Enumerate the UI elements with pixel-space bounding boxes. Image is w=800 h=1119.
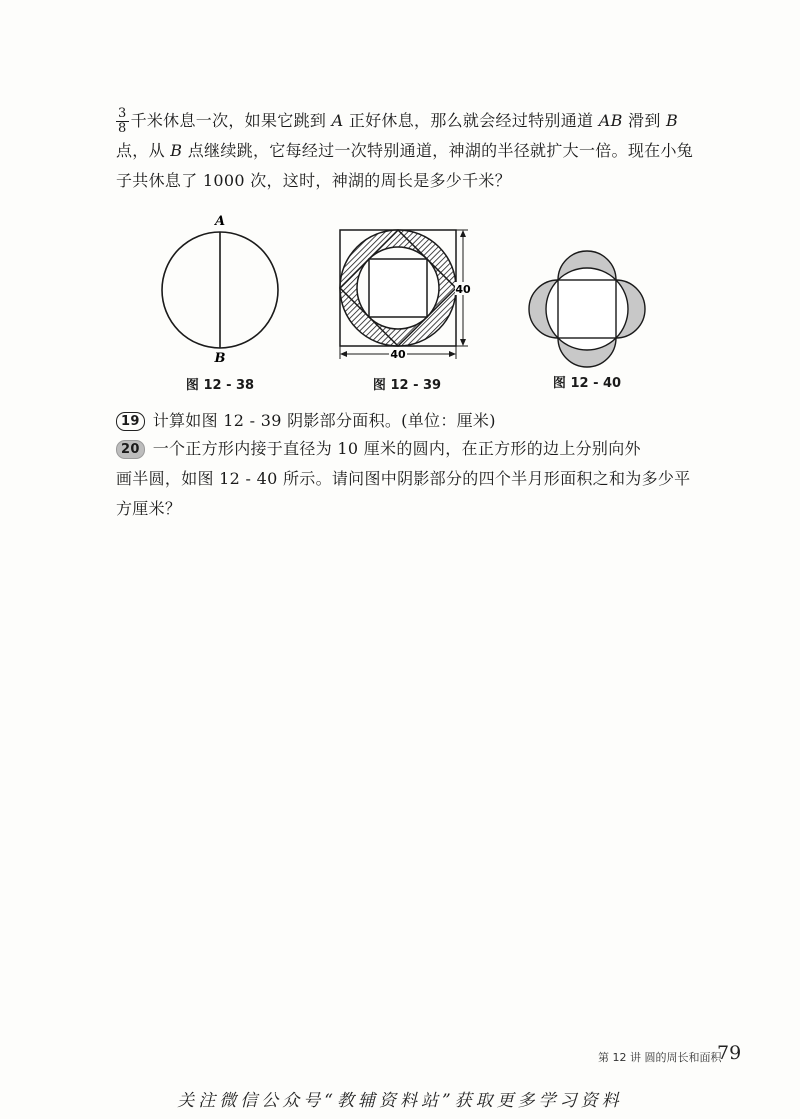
question-20-line-3: 方厘米？: [116, 499, 182, 518]
caption-12-40: 图 12 - 40: [552, 376, 622, 391]
label-a: A: [214, 214, 226, 229]
question-20: [116, 434, 696, 524]
question-20-line-1-text: 一个正方形内接于直径为 10 厘米的圆内，在正方形的边上分别向外: [152, 439, 641, 458]
label-b: B: [214, 351, 226, 366]
problem-line-1: [116, 106, 696, 136]
question-number-20: 20: [116, 440, 145, 459]
problem-line-2-b: 点继续跳，它每经过一次特别通道，神湖的半径就扩大一倍。现在小兔: [182, 141, 694, 160]
dim-label-bottom: 40: [390, 348, 406, 361]
problem-continuation: [116, 106, 696, 196]
point-b-text-2: B: [170, 141, 183, 160]
page-number: 79: [717, 1042, 742, 1064]
question-20-line-1: [116, 434, 696, 464]
caption-12-38: 图 12 - 38: [185, 378, 255, 393]
figure-12-38: [150, 210, 290, 370]
question-19: [116, 406, 696, 436]
fraction-3-8: [116, 107, 129, 136]
segment-ab-text: AB: [598, 111, 623, 130]
watermark-text: 关注微信公众号“教辅资料站”获取更多学习资料: [177, 1091, 623, 1111]
problem-line-2-a: 点，从: [116, 141, 171, 160]
point-b-text: B: [666, 111, 679, 130]
figure-12-39: [335, 225, 475, 365]
figure-12-40: [522, 250, 652, 368]
question-number-19: 19: [116, 412, 145, 431]
question-19-text: 计算如图 12 - 39 阴影部分面积。(单位：厘米): [152, 411, 496, 430]
question-20-line-2: 画半圆，如图 12 - 40 所示。请问图中阴影部分的四个半月形面积之和为多少平: [116, 469, 691, 488]
fraction-numerator: 3: [118, 106, 127, 121]
fraction-denominator: 8: [118, 121, 127, 136]
problem-line-2: [116, 136, 696, 166]
inner-square: [369, 259, 427, 317]
problem-line-1-a: 千米休息一次，如果它跳到: [130, 111, 332, 130]
caption-12-39: 图 12 - 39: [372, 378, 442, 393]
chapter-footer: 第 12 讲 圆的周长和面积: [598, 1051, 722, 1064]
problem-line-1-c: 滑到: [622, 111, 667, 130]
problem-line-3: 子共休息了 1000 次，这时，神湖的周长是多少千米？: [116, 171, 511, 190]
point-a-text: A: [331, 111, 344, 130]
problem-line-1-b: 正好休息，那么就会经过特别通道: [343, 111, 599, 130]
dim-label-right: 40: [455, 283, 471, 296]
